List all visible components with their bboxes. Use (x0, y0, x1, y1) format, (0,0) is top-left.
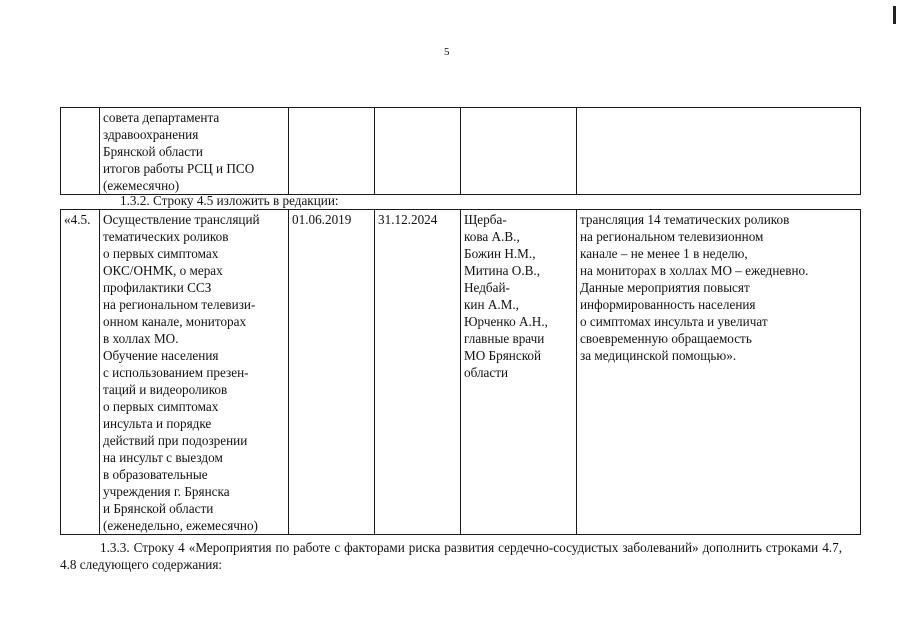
cell-number: «4.5. (61, 210, 100, 535)
table-row (61, 108, 861, 195)
cell-responsible: Щерба- кова А.В., Божин Н.М., Митина О.В., Недбай- кин А.М., Юрченко А.Н., главные врачи МО Брянской области (461, 210, 577, 535)
cell-result (577, 108, 861, 195)
cell-responsible (461, 108, 577, 195)
cell-end-date (375, 108, 461, 195)
table-row (61, 210, 861, 535)
page-number: 5 (444, 46, 450, 58)
paragraph-1-3-3: 1.3.3. Строку 4 «Мероприятия по работе с факторами риска развития сердечно-сосудистых заболеваний» дополнить строками 4.7, 4.8 следующего содержания: (60, 540, 842, 572)
cell-start-date: 01.06.2019 (289, 210, 375, 535)
table-row-4-5 (60, 209, 861, 535)
cell-result: трансляция 14 тематических роликов на региональном телевизионном канале – не менее 1 в неделю, на мониторах в холлах МО – ежедневно. Данные мероприятия повысят информированность населения о симптомах инсульта и увеличат своевременную обращаемость за медицинской помощью». (577, 210, 861, 535)
cell-activity: Осуществление трансляций тематических роликов о первых симптомах ОКС/ОНМК, о мерах профилактики ССЗ на региональном телевизи- онном канале, мониторах в холлах МО. Обучение населения с использованием презен- таций и видеороликов о первых симптомах инсульта и порядке действий при подозрении на инсульт с выездом в образовательные учреждения г. Брянска и Брянской области (еженедельно, ежемесячно) (100, 210, 289, 535)
cell-start-date (289, 108, 375, 195)
scan-edge-mark (893, 6, 896, 24)
cell-end-date: 31.12.2024 (375, 210, 461, 535)
table-continuation (60, 107, 861, 195)
cell-number (61, 108, 100, 195)
cell-activity: совета департамента здравоохранения Брянской области итогов работы РСЦ и ПСО (ежемесячно) (100, 108, 289, 195)
section-caption-1-3-2: 1.3.2. Строку 4.5 изложить в редакции: (120, 193, 339, 208)
